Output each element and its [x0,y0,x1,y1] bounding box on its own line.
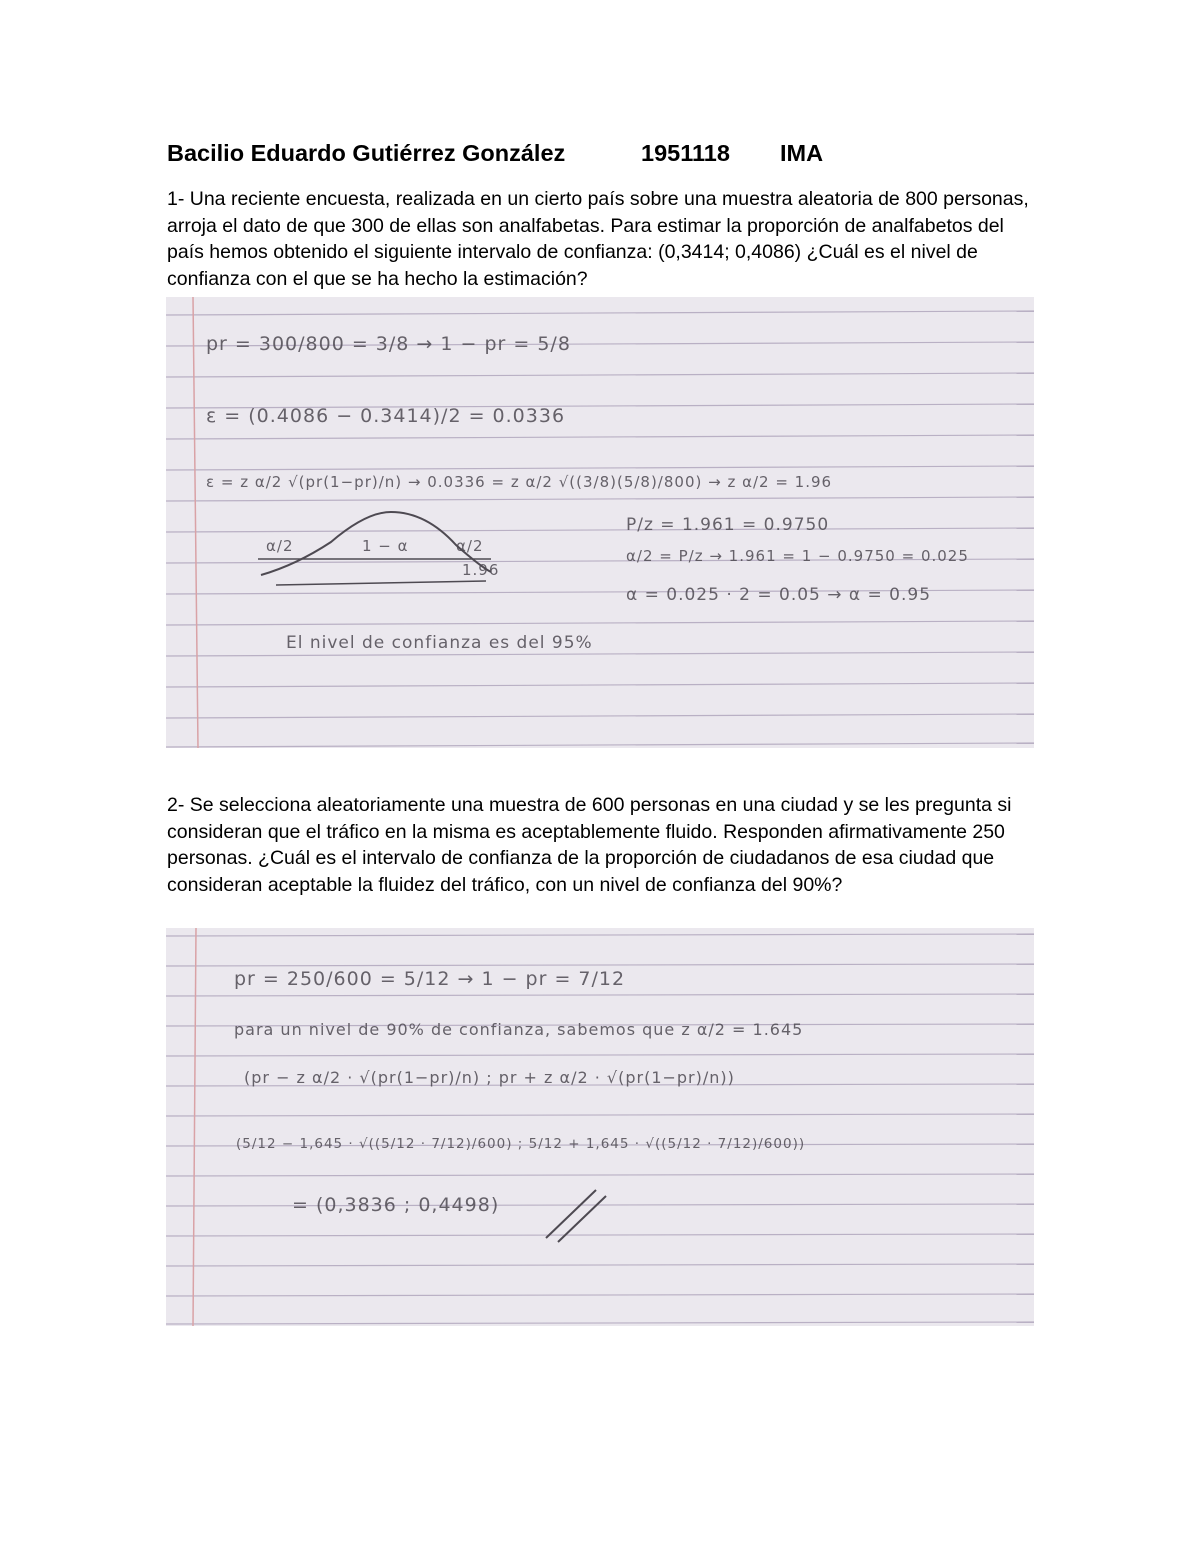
hw-line-6: α = 0.025 · 2 = 0.05 → α = 0.95 [626,585,932,605]
hw2-line-4: (5/12 − 1,645 · √((5/12 · 7/12)/600) ; 5/12 + 1,645 · √((5/12 · 7/12)/600)) [236,1136,806,1152]
hw-curve-center-label: 1 − α [362,537,409,555]
hw-line-5: α/2 = P/z → 1.961 = 1 − 0.9750 = 0.025 [626,547,969,565]
hw-conclusion: El nivel de confianza es del 95% [286,633,593,653]
hw2-line-1: pr = 250/600 = 5/12 → 1 − pr = 7/12 [234,968,626,990]
program-code: IMA [780,140,824,166]
hw-line-1: pr = 300/800 = 3/8 → 1 − pr = 5/8 [206,333,571,355]
document-header [167,140,1067,172]
question-1-text: 1- Una reciente encuesta, realizada en un cierto país sobre una muestra aleatoria de 800 personas, arroja el dato de que 300 de ellas son analfabetas. Para estimar la proporción de analfabetos del país hemos obtenido el siguiente intervalo de confianza: (0,3414; 0,4086) ¿Cuál es el nivel de confianza con el que se ha hecho la estimación? [167,188,1029,290]
notebook-paper-1 [166,297,1034,748]
student-name: Bacilio Eduardo Gutiérrez González [167,140,566,166]
hw-line-4: P/z = 1.961 = 0.9750 [626,515,830,535]
handwritten-solution-1-photo [166,297,1034,748]
hw-curve-left-label: α/2 [266,537,294,555]
hw-line-2: ε = (0.4086 − 0.3414)/2 = 0.0336 [206,405,566,427]
hw2-line-3: (pr − z α/2 · √(pr(1−pr)/n) ; pr + z α/2 · √(pr(1−pr)/n)) [244,1068,735,1087]
hw2-line-5: = (0,3836 ; 0,4498) [292,1194,500,1216]
hw-line-3: ε = z α/2 √(pr(1−pr)/n) → 0.0336 = z α/2 √((3/8)(5/8)/800) → z α/2 = 1.96 [206,473,833,491]
hw2-line-2: para un nivel de 90% de confianza, sabemos que z α/2 = 1.645 [234,1020,804,1039]
hw-curve-right-label: α/2 [456,537,484,555]
handwritten-solution-2-photo [166,928,1034,1326]
hw-curve-z-label: 1.96 [462,561,500,579]
student-id: 1951118 [641,140,730,166]
question-2-text: 2- Se selecciona aleatoriamente una muestra de 600 personas en una ciudad y se les pregunta si consideran que el tráfico en la misma es aceptablemente fluido. Responden afirmativamente 250 personas. ¿Cuál es el intervalo de confianza de la proporción de ciudadanos de esa ciudad que consideran aceptable la fluidez del tráfico, con un nivel de confianza del 90%? [167,794,1012,896]
